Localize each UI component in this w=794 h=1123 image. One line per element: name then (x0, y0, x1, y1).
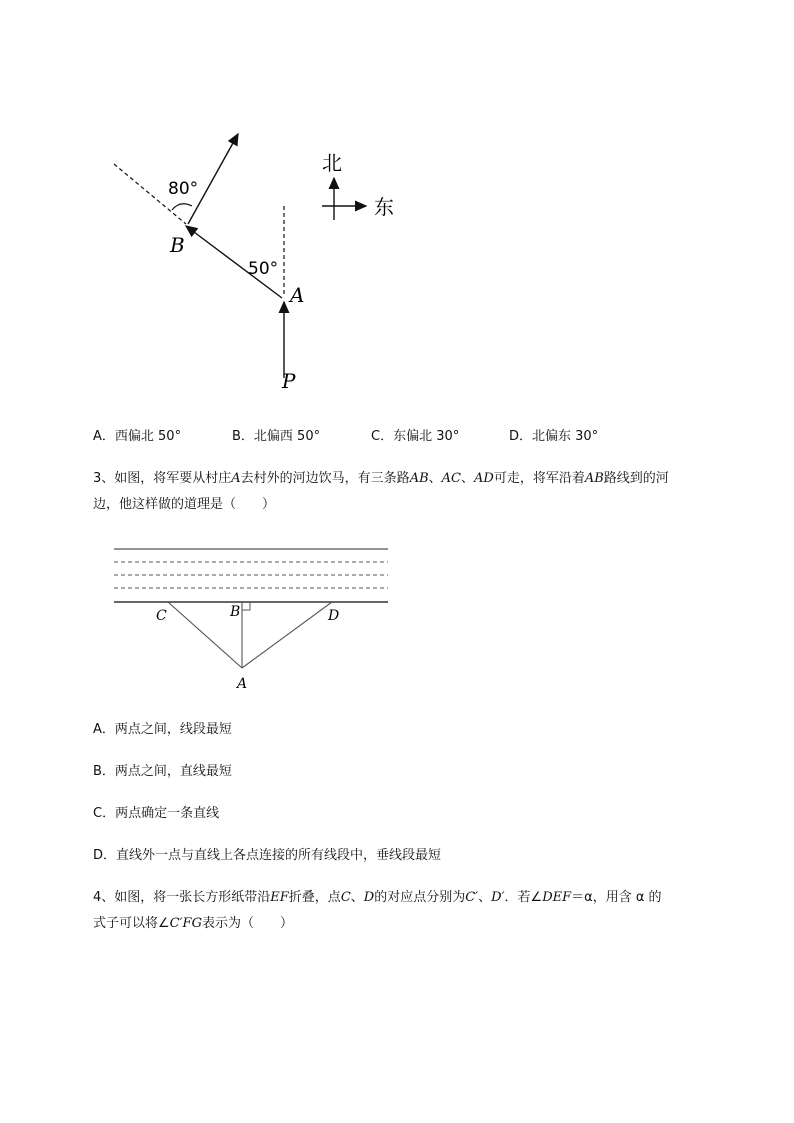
path-ad (242, 602, 332, 668)
q3-stem-line1: 3、如图，将军要从村庄A去村外的河边饮马，有三条路AB、AC、AD可走，将军沿着AB路线到的河 (93, 471, 669, 486)
angle-label-50: 50° (248, 259, 279, 279)
q2-option-c: C．东偏北 30° (371, 429, 460, 444)
q3-option-b: B．两点之间，直线最短 (93, 764, 232, 779)
compass-east-label: 东 (374, 195, 394, 219)
q4-stem-line1: 4、如图，将一张长方形纸带沿EF折叠，点C、D的对应点分别为C′、D′．若∠DEF＝α，用含 α 的 (93, 890, 662, 905)
q3-stem-line2: 边，他这样做的道理是（ ） (93, 497, 276, 512)
river-label-b: B (230, 604, 241, 620)
q3-option-c: C．两点确定一条直线 (93, 806, 220, 821)
point-label-p: P (282, 369, 296, 393)
angle-arc-b (172, 204, 192, 210)
q3-option-a: A．两点之间，线段最短 (93, 722, 232, 737)
q3-option-d: D．直线外一点与直线上各点连接的所有线段中，垂线段最短 (93, 848, 442, 863)
q2-option-b: B．北偏西 50° (232, 429, 321, 444)
point-label-a: A (290, 283, 305, 307)
bearing-diagram (100, 120, 420, 400)
right-angle-mark (242, 602, 250, 610)
river-diagram (110, 540, 400, 695)
q2-option-d: D．北偏东 30° (509, 429, 599, 444)
q4-stem-line2: 式子可以将∠C′FG表示为（ ） (93, 916, 293, 931)
river-label-d: D (328, 608, 340, 624)
point-label-b: B (170, 233, 185, 257)
river-label-a: A (237, 676, 248, 692)
compass-north-label: 北 (322, 151, 342, 175)
angle-label-80: 80° (168, 179, 199, 199)
river-label-c: C (156, 608, 167, 624)
q2-option-a: A．西偏北 50° (93, 429, 182, 444)
